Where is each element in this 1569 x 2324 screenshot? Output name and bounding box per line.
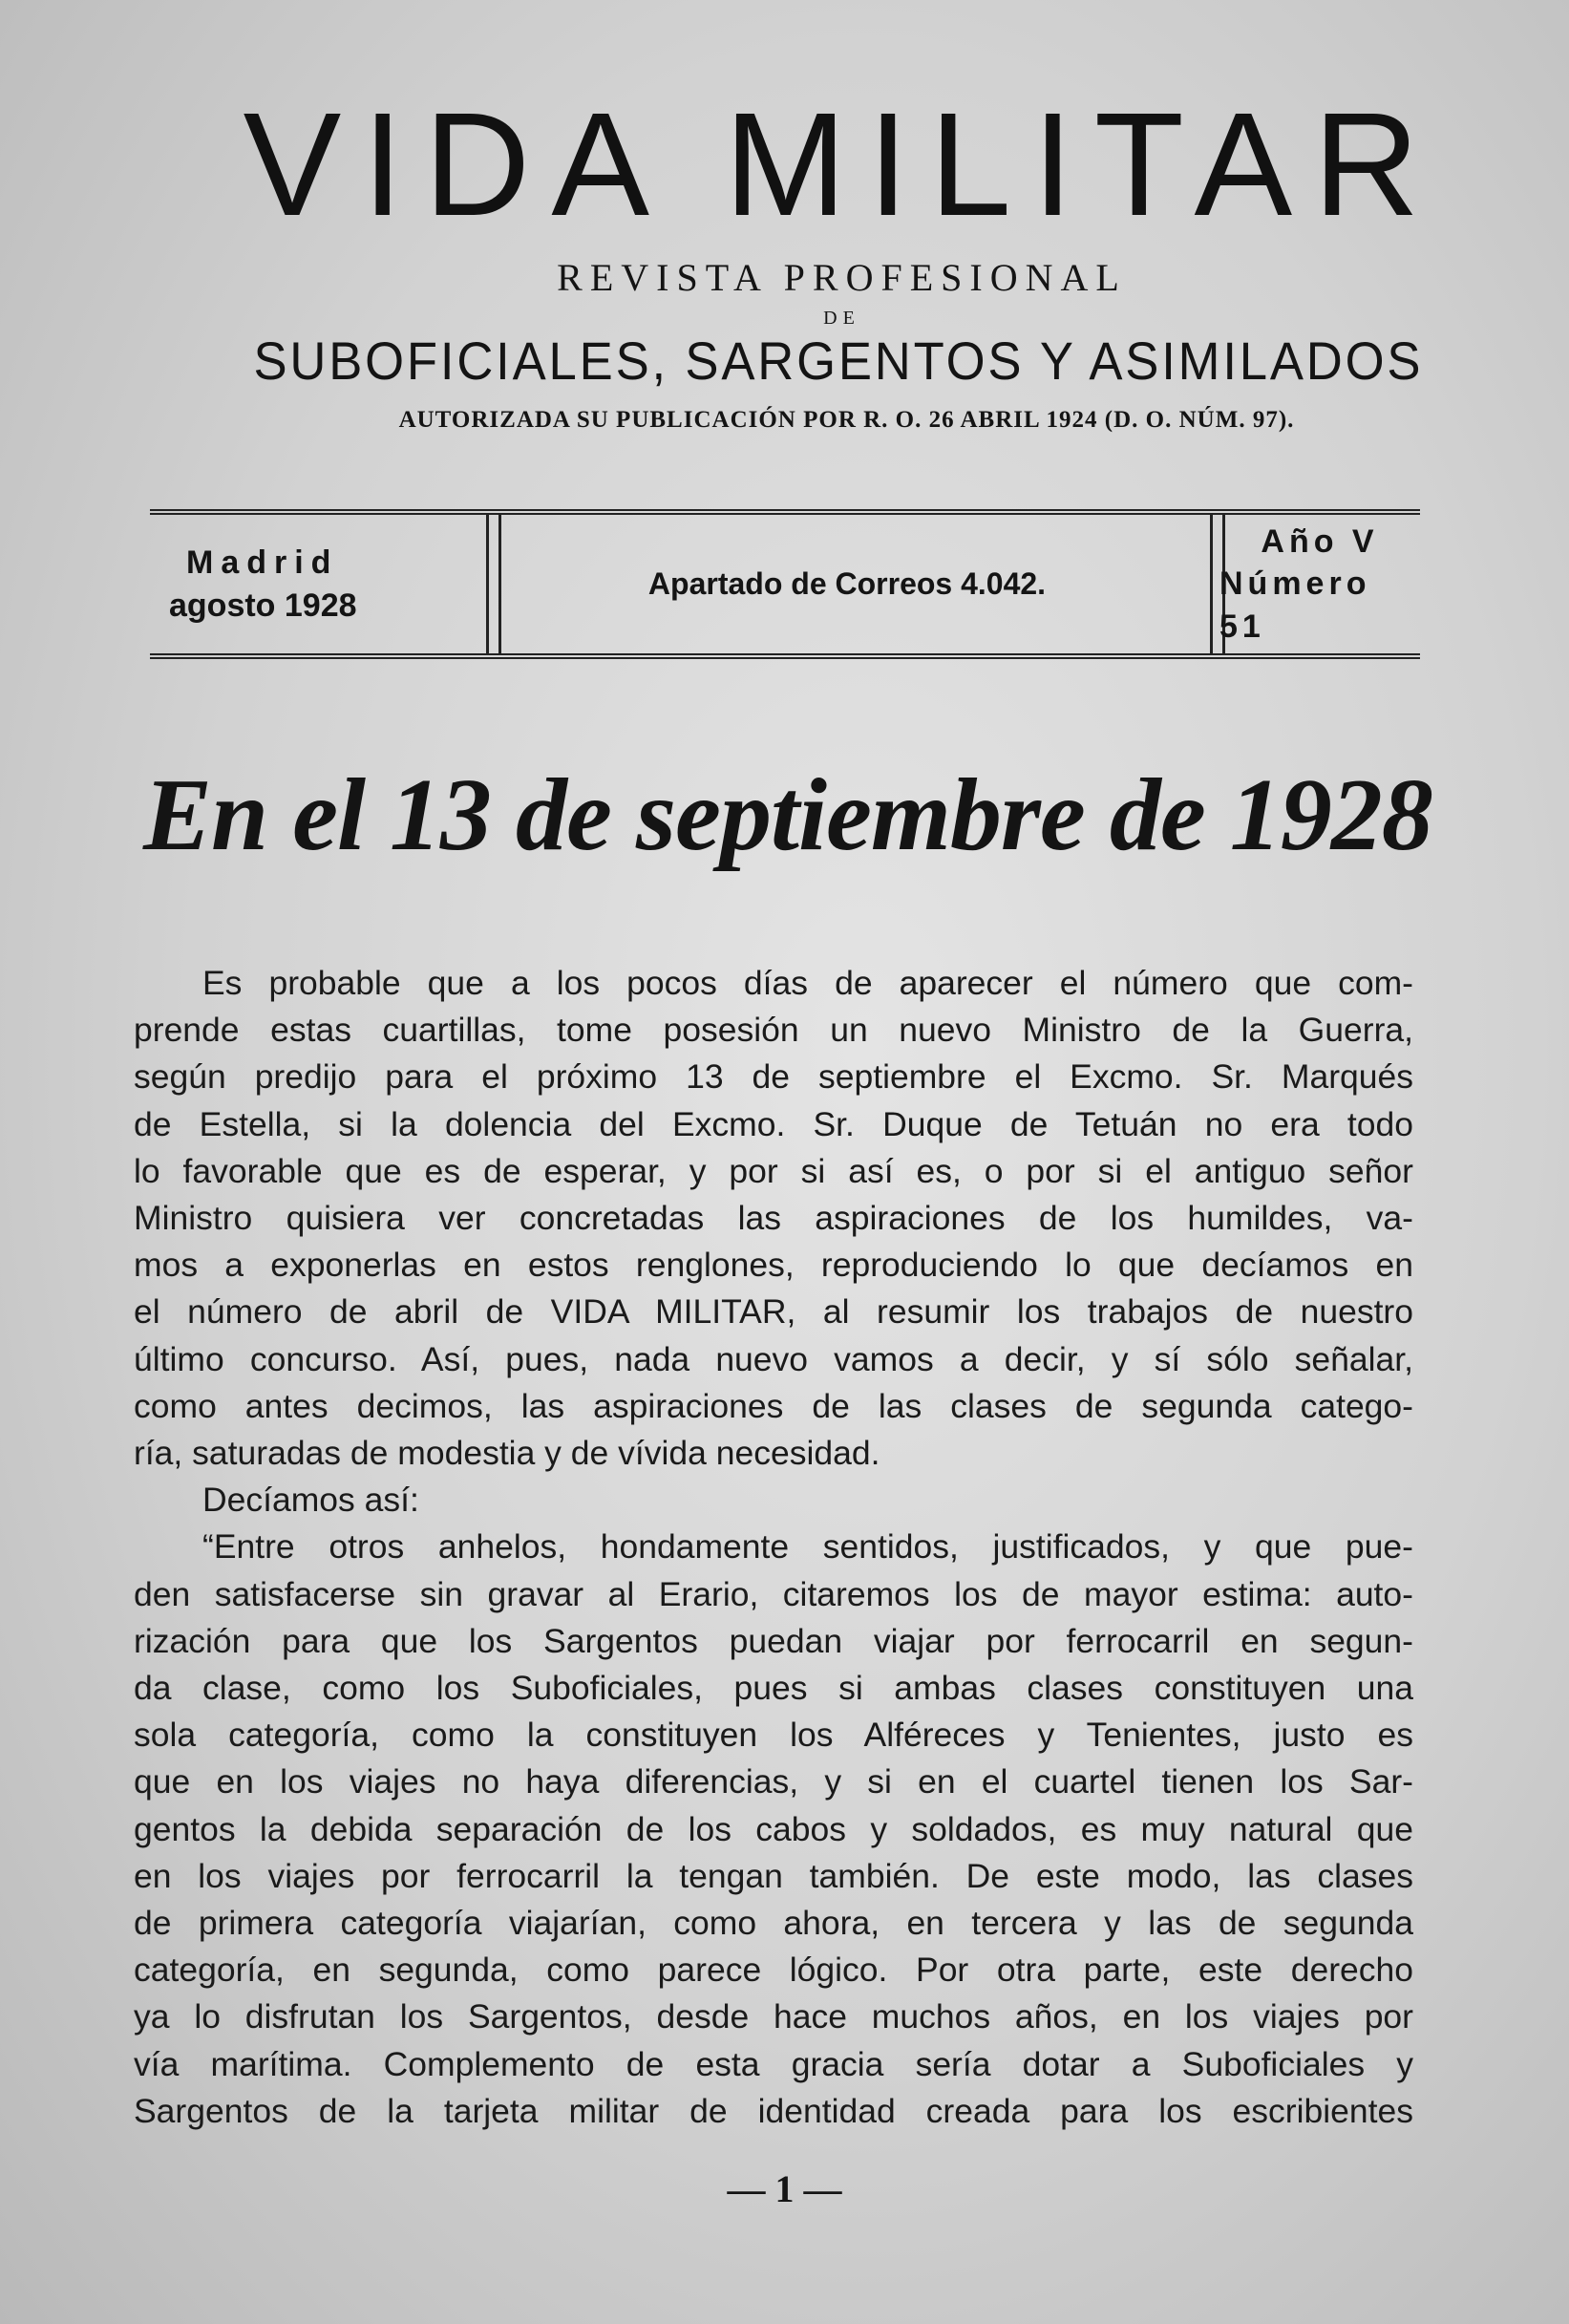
issue-address: [494, 515, 1200, 653]
text-line: el número de abril de VIDA MILITAR, al resumir los trabajos de nuestro: [134, 1292, 1413, 1332]
text-line: gentos la debida separación de los cabos y soldados, es muy natural que: [134, 1809, 1413, 1848]
issue-info-bar: [150, 509, 1420, 659]
text-line: Sargentos de la tarjeta militar de identidad creada para los escribientes: [134, 2091, 1413, 2130]
paragraph-2: Decíamos así:: [202, 1481, 419, 1520]
text-line: mos a exponerlas en estos renglones, reproduciendo lo que decíamos en: [134, 1246, 1413, 1285]
text-line: ría, saturadas de modestia y de vívida necesidad.: [134, 1434, 880, 1473]
text-line: Ministro quisiera ver concretadas las aspiraciones de los humildes, va-: [134, 1199, 1413, 1238]
magazine-title: VIDA MILITAR: [243, 82, 1441, 246]
text-line: último concurso. Así, pues, nada nuevo vamos a decir, y sí sólo señalar,: [134, 1339, 1413, 1378]
text-line: “Entre otros anhelos, hondamente sentidos, justificados, y que pue-: [202, 1527, 1413, 1567]
magazine-subtitle: REVISTA PROFESIONAL: [557, 256, 1127, 299]
issue-year: Año V: [1261, 523, 1379, 561]
text-line: vía marítima. Complemento de esta gracia sería dotar a Suboficiales y: [134, 2044, 1413, 2083]
article-body: [134, 960, 1413, 2135]
issue-number: Número 51: [1219, 565, 1371, 645]
text-line: ya lo disfrutan los Sargentos, desde hace muchos años, en los viajes por: [134, 1997, 1413, 2036]
text-line: prende estas cuartillas, tome posesión un nuevo Ministro de la Guerra,: [134, 1011, 1413, 1050]
paragraph-1: [134, 960, 1413, 1477]
issue-place-date: [169, 515, 475, 653]
text-line: sola categoría, como la constituyen los Alféreces y Tenientes, justo es: [134, 1716, 1413, 1755]
magazine-audience: SUBOFICIALES, SARGENTOS Y ASIMILADOS: [253, 330, 1424, 391]
text-line: den satisfacerse sin gravar al Erario, citaremos los de mayor estima: auto-: [134, 1574, 1413, 1613]
text-line: da clase, como los Suboficiales, pues si ambas clases constituyen una: [134, 1669, 1413, 1708]
text-line: en los viajes por ferrocarril la tengan también. De este modo, las clases: [134, 1856, 1413, 1895]
text-line: como antes decimos, las aspiraciones de las clases de segunda catego-: [134, 1386, 1413, 1425]
paragraph-3: [134, 1524, 1413, 2135]
postal-address: Apartado de Correos 4.042.: [647, 565, 1047, 601]
masthead: [0, 82, 1569, 434]
text-line: Es probable que a los pocos días de aparecer el número que com-: [202, 964, 1413, 1002]
text-line: categoría, en segunda, como parece lógico. Por otra parte, este derecho: [134, 1951, 1413, 1990]
text-line: que en los viajes no haya diferencias, y si en el cuartel tienen los Sar-: [134, 1762, 1413, 1802]
authorization-note: AUTORIZADA SU PUBLICACIÓN POR R. O. 26 ABRIL 1924 (D. O. NÚM. 97).: [398, 407, 1295, 433]
issue-volume: [1219, 515, 1420, 653]
text-line: rización para que los Sargentos puedan viajar por ferrocarril en segun-: [134, 1621, 1413, 1660]
page-number: — 1 —: [727, 2167, 842, 2210]
text-line: de Estella, si la dolencia del Excmo. Sr. Duque de Tetuán no era todo: [134, 1104, 1413, 1143]
subtitle-connector: DE: [823, 308, 860, 329]
issue-city: Madrid: [186, 544, 339, 582]
issue-date: agosto 1928: [169, 586, 357, 624]
text-line: de primera categoría viajarían, como ahora, en tercera y las de segunda: [134, 1904, 1413, 1943]
text-line: lo favorable que es de esperar, y por si así es, o por si el antiguo señor: [134, 1151, 1413, 1190]
text-line: según predijo para el próximo 13 de septiembre el Excmo. Sr. Marqués: [134, 1057, 1413, 1097]
article-headline: En el 13 de septiembre de 1928: [143, 758, 1432, 872]
